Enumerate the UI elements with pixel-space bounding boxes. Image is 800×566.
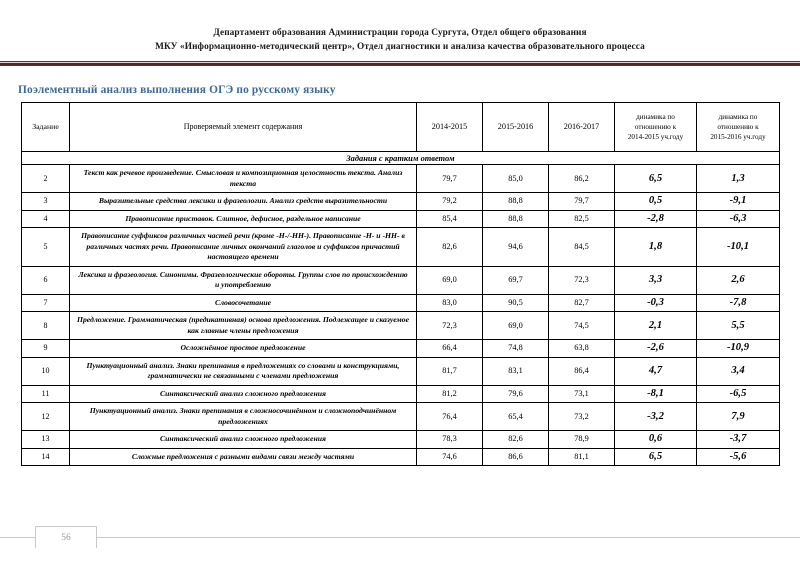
- cell-dynamics-2014-2015: 3,3: [615, 266, 697, 294]
- cell-value-2015-2016: 79,6: [483, 385, 549, 403]
- cell-dynamics-2015-2016: -5,6: [697, 448, 780, 466]
- footer-divider: [0, 537, 800, 538]
- cell-task-number: 12: [22, 403, 70, 431]
- cell-dynamics-2015-2016: -7,8: [697, 294, 780, 312]
- column-header-2015-2016: 2015-2016: [483, 103, 549, 152]
- cell-dynamics-2014-2015: -2,6: [615, 340, 697, 358]
- cell-dynamics-2015-2016: -3,7: [697, 431, 780, 449]
- table-row: [22, 193, 780, 211]
- cell-value-2014-2015: 79,2: [417, 193, 483, 211]
- analysis-table-container: [21, 102, 779, 466]
- table-header: [22, 103, 780, 152]
- cell-value-2016-2017: 86,2: [549, 165, 615, 193]
- table-group-header-row: [22, 152, 780, 165]
- table-row: [22, 357, 780, 385]
- cell-value-2014-2015: 85,4: [417, 210, 483, 228]
- table-row: [22, 312, 780, 340]
- group-label-short-answer: Задания с кратким ответом: [22, 152, 780, 165]
- cell-value-2014-2015: 72,3: [417, 312, 483, 340]
- dyn1-line2: отношению к: [634, 123, 677, 131]
- cell-element-description: Пунктуационный анализ. Знаки препинания в предложениях со словами и конструкциями, грамматически не связанными с членами предложения: [70, 357, 417, 385]
- cell-dynamics-2015-2016: 3,4: [697, 357, 780, 385]
- dyn2-line2: отношению к: [717, 123, 759, 131]
- cell-value-2016-2017: 82,7: [549, 294, 615, 312]
- cell-dynamics-2015-2016: -9,1: [697, 193, 780, 211]
- cell-value-2015-2016: 69,7: [483, 266, 549, 294]
- header-divider-rule: [0, 61, 800, 66]
- table-row: [22, 448, 780, 466]
- cell-dynamics-2014-2015: 2,1: [615, 312, 697, 340]
- element-analysis-table: [21, 102, 780, 466]
- cell-value-2016-2017: 72,3: [549, 266, 615, 294]
- cell-task-number: 3: [22, 193, 70, 211]
- cell-dynamics-2014-2015: 1,8: [615, 228, 697, 267]
- cell-value-2016-2017: 84,5: [549, 228, 615, 267]
- cell-value-2016-2017: 82,5: [549, 210, 615, 228]
- cell-dynamics-2015-2016: -10,9: [697, 340, 780, 358]
- cell-element-description: Словосочетание: [70, 294, 417, 312]
- cell-task-number: 9: [22, 340, 70, 358]
- cell-value-2015-2016: 82,6: [483, 431, 549, 449]
- cell-value-2016-2017: 78,9: [549, 431, 615, 449]
- table-row: [22, 210, 780, 228]
- cell-element-description: Правописание суффиксов различных частей речи (кроме -Н-/-НН-). Правописание -Н- и -НН- в различных частях речи. Правописание личных окончаний глаголов и суффиксов причастий настоящего времени: [70, 228, 417, 267]
- cell-element-description: Правописание приставок. Слитное, дефисное, раздельное написание: [70, 210, 417, 228]
- cell-value-2015-2016: 90,5: [483, 294, 549, 312]
- cell-task-number: 4: [22, 210, 70, 228]
- column-header-task: Задание: [22, 103, 70, 152]
- cell-value-2015-2016: 94,6: [483, 228, 549, 267]
- cell-value-2016-2017: 81,1: [549, 448, 615, 466]
- cell-task-number: 2: [22, 165, 70, 193]
- dyn2-line1: динамика по: [718, 113, 758, 121]
- cell-task-number: 11: [22, 385, 70, 403]
- cell-element-description: Синтаксический анализ сложного предложения: [70, 385, 417, 403]
- cell-value-2015-2016: 88,8: [483, 193, 549, 211]
- cell-task-number: 10: [22, 357, 70, 385]
- cell-task-number: 6: [22, 266, 70, 294]
- table-row: [22, 385, 780, 403]
- page-footer: [0, 526, 800, 548]
- cell-value-2016-2017: 73,1: [549, 385, 615, 403]
- cell-dynamics-2015-2016: -6,3: [697, 210, 780, 228]
- page-number: 56: [61, 532, 71, 543]
- cell-value-2015-2016: 74,8: [483, 340, 549, 358]
- cell-value-2014-2015: 76,4: [417, 403, 483, 431]
- page-number-box: [35, 526, 97, 548]
- cell-element-description: Лексика и фразеология. Синонимы. Фразеологические обороты. Группы слов по происхождению и употреблению: [70, 266, 417, 294]
- cell-value-2015-2016: 65,4: [483, 403, 549, 431]
- cell-dynamics-2015-2016: 2,6: [697, 266, 780, 294]
- column-header-dynamics-2015-2016: [697, 103, 780, 152]
- cell-element-description: Выразительные средства лексики и фразеологии. Анализ средств выразительности: [70, 193, 417, 211]
- column-header-dynamics-2014-2015: [615, 103, 697, 152]
- cell-value-2014-2015: 66,4: [417, 340, 483, 358]
- cell-dynamics-2014-2015: -3,2: [615, 403, 697, 431]
- cell-dynamics-2014-2015: -0,3: [615, 294, 697, 312]
- document-header: [0, 0, 800, 54]
- cell-task-number: 13: [22, 431, 70, 449]
- cell-dynamics-2014-2015: -8,1: [615, 385, 697, 403]
- column-header-element: Проверяемый элемент содержания: [70, 103, 417, 152]
- cell-value-2016-2017: 73,2: [549, 403, 615, 431]
- dyn1-line3: 2014-2015 уч.году: [627, 133, 684, 141]
- cell-task-number: 8: [22, 312, 70, 340]
- cell-task-number: 7: [22, 294, 70, 312]
- cell-value-2014-2015: 74,6: [417, 448, 483, 466]
- cell-value-2016-2017: 63,8: [549, 340, 615, 358]
- cell-value-2014-2015: 82,6: [417, 228, 483, 267]
- cell-dynamics-2014-2015: 6,5: [615, 448, 697, 466]
- header-line-institution: МКУ «Информационно-методический центр», Отдел диагностики и анализа качества образовательного процесса: [155, 42, 645, 52]
- table-header-row: [22, 103, 780, 152]
- dyn2-line3: 2015-2016 уч.году: [710, 133, 766, 141]
- cell-task-number: 14: [22, 448, 70, 466]
- table-row: [22, 228, 780, 267]
- cell-element-description: Пунктуационный анализ. Знаки препинания в сложносочинённом и сложноподчинённом предложениях: [70, 403, 417, 431]
- table-row: [22, 294, 780, 312]
- cell-value-2015-2016: 85,0: [483, 165, 549, 193]
- cell-element-description: Осложнённое простое предложение: [70, 340, 417, 358]
- table-row: [22, 431, 780, 449]
- table-body: [22, 152, 780, 466]
- cell-value-2016-2017: 79,7: [549, 193, 615, 211]
- cell-value-2015-2016: 83,1: [483, 357, 549, 385]
- cell-dynamics-2014-2015: 6,5: [615, 165, 697, 193]
- cell-value-2015-2016: 86,6: [483, 448, 549, 466]
- page-title: Поэлементный анализ выполнения ОГЭ по русскому языку: [18, 84, 336, 96]
- cell-element-description: Предложение. Грамматическая (предикативная) основа предложения. Подлежащее и сказуемое как главные члены предложения: [70, 312, 417, 340]
- table-row: [22, 165, 780, 193]
- cell-value-2014-2015: 81,7: [417, 357, 483, 385]
- column-header-2016-2017: 2016-2017: [549, 103, 615, 152]
- cell-value-2016-2017: 74,5: [549, 312, 615, 340]
- cell-element-description: Сложные предложения с разными видами связи между частями: [70, 448, 417, 466]
- cell-dynamics-2015-2016: 7,9: [697, 403, 780, 431]
- header-line-department: Департамент образования Администрации города Сургута, Отдел общего образования: [213, 28, 587, 38]
- column-header-2014-2015: 2014-2015: [417, 103, 483, 152]
- cell-value-2014-2015: 69,0: [417, 266, 483, 294]
- cell-dynamics-2015-2016: 1,3: [697, 165, 780, 193]
- cell-dynamics-2014-2015: 0,5: [615, 193, 697, 211]
- cell-value-2014-2015: 83,0: [417, 294, 483, 312]
- cell-dynamics-2014-2015: 0,6: [615, 431, 697, 449]
- cell-value-2016-2017: 86,4: [549, 357, 615, 385]
- cell-element-description: Синтаксический анализ сложного предложения: [70, 431, 417, 449]
- cell-value-2015-2016: 69,0: [483, 312, 549, 340]
- cell-dynamics-2015-2016: -6,5: [697, 385, 780, 403]
- cell-value-2014-2015: 81,2: [417, 385, 483, 403]
- cell-dynamics-2014-2015: -2,8: [615, 210, 697, 228]
- table-row: [22, 266, 780, 294]
- cell-value-2014-2015: 79,7: [417, 165, 483, 193]
- cell-value-2015-2016: 88,8: [483, 210, 549, 228]
- cell-value-2014-2015: 78,3: [417, 431, 483, 449]
- table-row: [22, 403, 780, 431]
- table-row: [22, 340, 780, 358]
- cell-dynamics-2014-2015: 4,7: [615, 357, 697, 385]
- cell-dynamics-2015-2016: 5,5: [697, 312, 780, 340]
- cell-dynamics-2015-2016: -10,1: [697, 228, 780, 267]
- cell-task-number: 5: [22, 228, 70, 267]
- cell-element-description: Текст как речевое произведение. Смысловая и композиционная целостность текста. Анализ текста: [70, 165, 417, 193]
- dyn1-line1: динамика по: [636, 113, 675, 121]
